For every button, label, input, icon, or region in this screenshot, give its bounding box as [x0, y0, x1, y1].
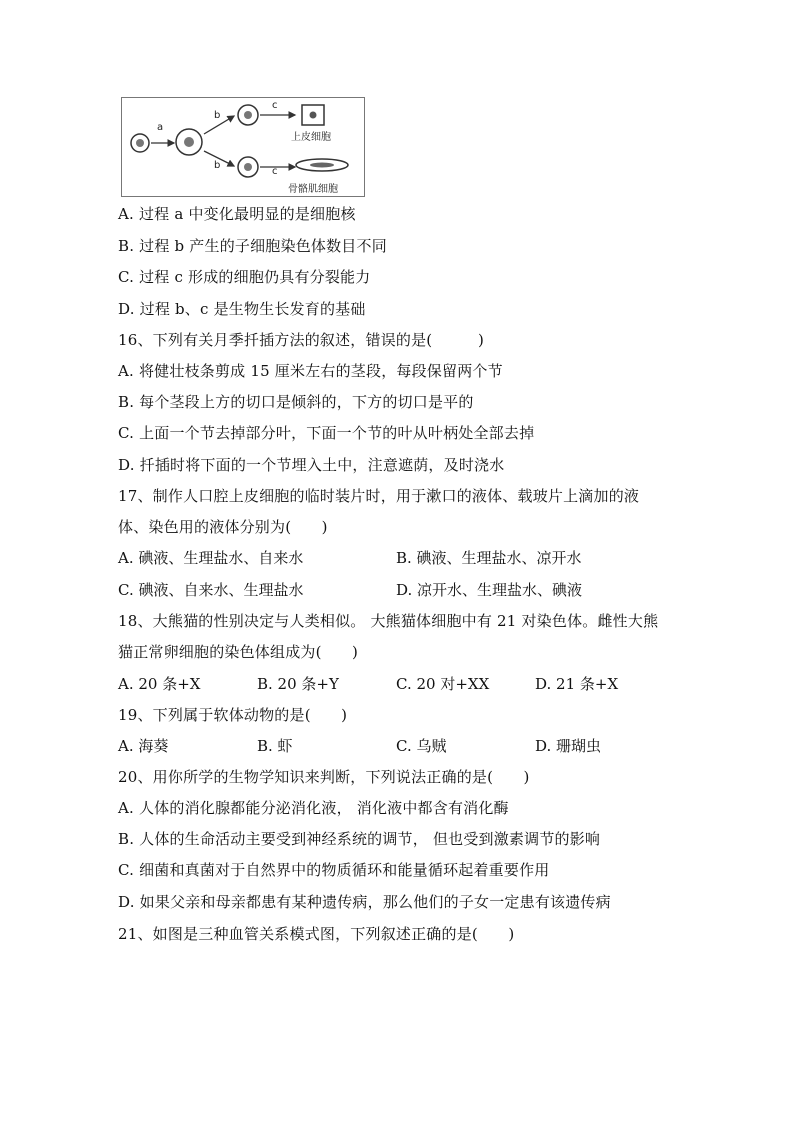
q18-option-b: B. 20 条+Y — [257, 675, 339, 693]
q15-option-b: B. 过程 b 产生的子细胞染色体数目不同 — [118, 237, 387, 255]
daughter-cell-top — [238, 105, 258, 125]
q19-option-c: C. 乌贼 — [396, 737, 447, 755]
q16-option-a: A. 将健壮枝条剪成 15 厘米左右的茎段，每段保留两个节 — [118, 362, 503, 380]
label-epithelial: 上皮细胞 — [291, 132, 331, 143]
q17-stem-line1: 17、制作人口腔上皮细胞的临时装片时，用于漱口的液体、载玻片上滴加的液 — [118, 487, 640, 505]
q20-stem: 20、用你所学的生物学知识来判断，下列说法正确的是( ) — [118, 768, 530, 786]
q19-option-d: D. 珊瑚虫 — [535, 737, 602, 755]
q21-stem: 21、如图是三种血管关系模式图，下列叙述正确的是( ) — [118, 925, 515, 943]
skeletal-muscle-cell — [296, 159, 348, 171]
q20-option-d: D. 如果父亲和母亲都患有某种遗传病，那么他们的子女一定患有该遗传病 — [118, 893, 611, 911]
q17-option-b: B. 碘液、生理盐水、凉开水 — [396, 549, 582, 567]
q18-stem-line2: 猫正常卵细胞的染色体组成为( ) — [118, 643, 359, 661]
q15-option-d: D. 过程 b、c 是生物生长发育的基础 — [118, 300, 366, 318]
q19-option-a: A. 海葵 — [118, 737, 169, 755]
q17-option-c: C. 碘液、自来水、生理盐水 — [118, 581, 304, 599]
q16-option-b: B. 每个茎段上方的切口是倾斜的，下方的切口是平的 — [118, 393, 474, 411]
q17-option-a: A. 碘液、生理盐水、自来水 — [118, 549, 304, 567]
q17-stem-line2: 体、染色用的液体分别为( ) — [118, 518, 328, 536]
q15-option-c: C. 过程 c 形成的细胞仍具有分裂能力 — [118, 268, 371, 286]
q18-option-c: C. 20 对+XX — [396, 675, 490, 693]
q20-option-c: C. 细菌和真菌对于自然界中的物质循环和能量循环起着重要作用 — [118, 861, 550, 879]
cell-diagram — [121, 97, 365, 197]
label-skeletal-muscle: 骨骼肌细胞 — [288, 184, 338, 195]
q16-stem: 16、下列有关月季扦插方法的叙述，错误的是( ) — [118, 331, 484, 349]
label-c-top: c — [272, 100, 278, 111]
q20-option-b: B. 人体的生命活动主要受到神经系统的调节， 但也受到激素调节的影响 — [118, 830, 601, 848]
grown-cell — [176, 129, 202, 155]
q19-stem: 19、下列属于软体动物的是( ) — [118, 706, 348, 724]
label-a: a — [157, 122, 164, 133]
q16-option-c: C. 上面一个节去掉部分叶，下面一个节的叶从叶柄处全部去掉 — [118, 424, 535, 442]
label-b-bottom: b — [214, 160, 221, 171]
q18-option-d: D. 21 条+X — [535, 675, 619, 693]
daughter-cell-bottom — [238, 157, 258, 177]
label-c-bottom: c — [272, 166, 278, 177]
q15-option-a: A. 过程 a 中变化最明显的是细胞核 — [118, 205, 356, 223]
label-b-top: b — [214, 110, 221, 121]
epithelial-cell — [302, 105, 324, 125]
initial-cell — [131, 134, 149, 152]
q18-stem-line1: 18、大熊猫的性别决定与人类相似。 大熊猫体细胞中有 21 对染色体。雌性大熊 — [118, 612, 659, 630]
q19-option-b: B. 虾 — [257, 737, 293, 755]
q16-option-d: D. 扦插时将下面的一个节埋入土中，注意遮荫，及时浇水 — [118, 456, 505, 474]
q17-option-d: D. 凉开水、生理盐水、碘液 — [396, 581, 583, 599]
q20-option-a: A. 人体的消化腺都能分泌消化液， 消化液中都含有消化酶 — [118, 799, 509, 817]
q18-option-a: A. 20 条+X — [118, 675, 201, 693]
